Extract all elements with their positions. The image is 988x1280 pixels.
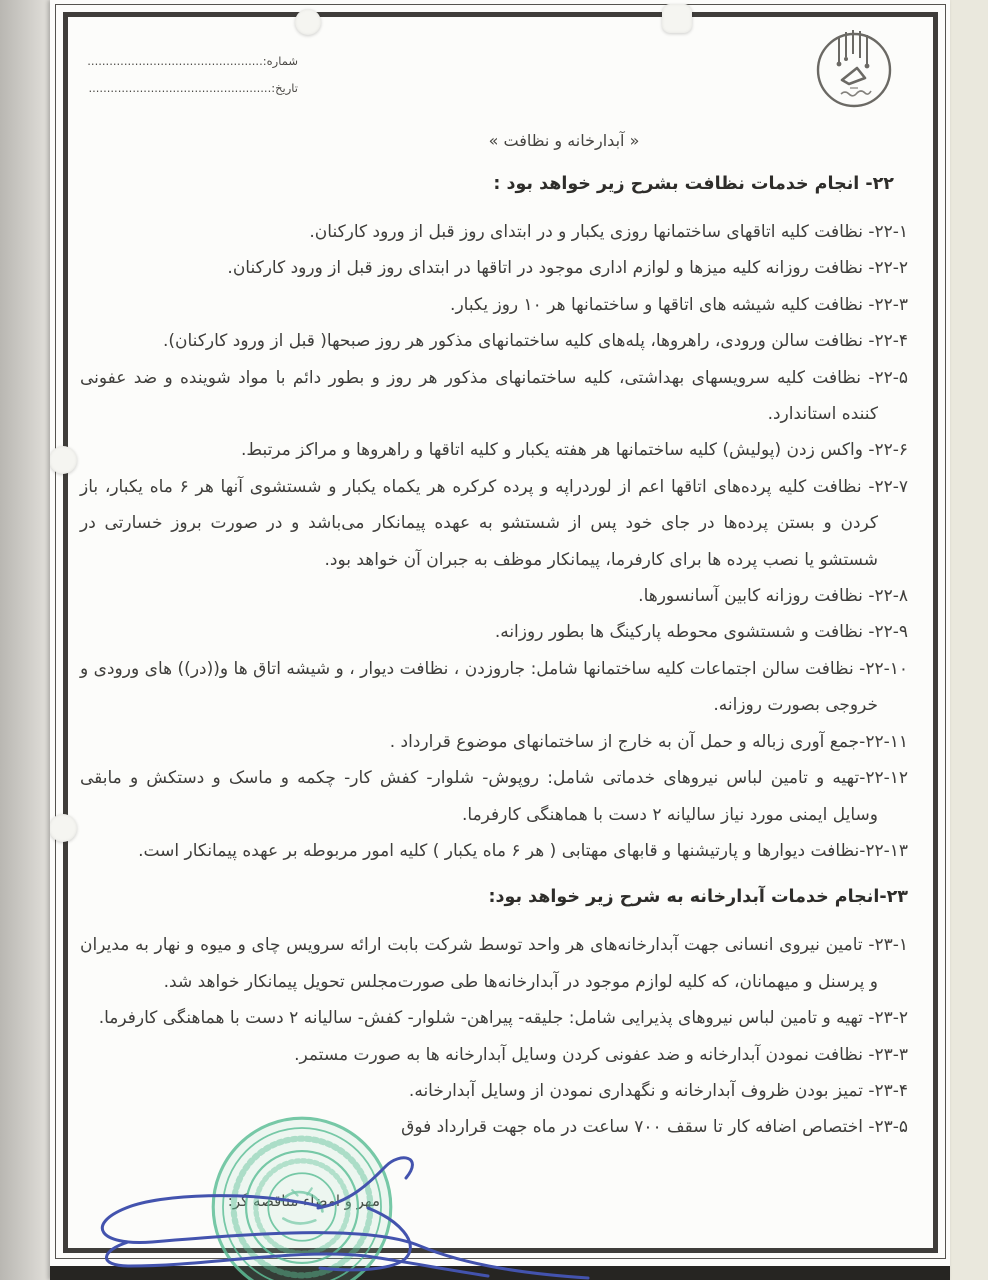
list-item: ۲۲-۷- نظافت کلیه پرده‌های اتاقها اعم از لوردراپه و پرده کرکره هر یکماه یکبار و شستشوی آنها هر ۶ ماه یکبار، باز کردن و بستن پرده‌ها در جای خود پس از شستشو به عهده پیمانکار می‌باشد و در صورت بروز خسارتی در شستشو یا نصب پرده ها برای کارفرما، پیمانکار موظف به جبران آن خواهد بود. [80, 476, 908, 570]
punch-hole [662, 4, 692, 33]
list-item: ۲۲-۱۱-جمع آوری زباله و حمل آن به خارج از ساختمانهای موضوع قرارداد . [389, 731, 908, 752]
list-item: ۲۲-۳- نظافت کلیه شیشه های اتاقها و ساختمانها هر ۱۰ روز یکبار. [450, 294, 908, 315]
punch-hole [50, 814, 77, 842]
list-item: ۲۲-۴- نظافت سالن ورودی، راهروها، پله‌های کلیه ساختمانهای مذکور هر روز صبحها( قبل از ورود کارکنان). [162, 331, 908, 352]
list-item: ۲۲-۱۰- نظافت سالن اجتماعات کلیه ساختمانها شامل: جاروزدن ، نظافت دیوار ، و شیشه اتاق ها و((در)) های ورودی و خروجی بصورت روزانه. [80, 658, 908, 716]
punch-hole [50, 446, 77, 474]
scan-edge-right [950, 0, 988, 1280]
list-item: ۲۲-۵- نظافت کلیه سرویسهای بهداشتی، کلیه ساختمانهای مذکور هر روز و بطور دائم با مواد شوینده و ضد عفونی کننده استاندارد. [80, 367, 908, 425]
document-page [50, 0, 950, 1280]
list-item: ۲۲-۶- واکس زدن (پولیش) کلیه ساختمانها هر هفته یکبار و کلیه اتاقها و راهروها و مراکز مرتبط. [241, 440, 908, 461]
form-header-fields [87, 48, 298, 102]
section-22-heading: ۲۲- انجام خدمات نظافت بشرح زیر خواهد بود : [493, 174, 894, 194]
list-item: ۲۳-۴- تمیز بودن ظروف آبدارخانه و نگهداری نمودن از وسایل آبدارخانه. [408, 1080, 908, 1101]
list-item: ۲۳-۵- اختصاص اضافه کار تا سقف ۷۰۰ ساعت در ماه جهت قرارداد فوق [401, 1117, 908, 1138]
list-item: ۲۲-۱- نظافت کلیه اتاقهای ساختمانها روزی یکبار و در ابتدای روز قبل از ورود کارکنان. [309, 222, 908, 242]
document-body [80, 126, 908, 1146]
list-item: ۲۳-۱- تامین نیروی انسانی جهت آبدارخانه‌های هر واحد توسط شرکت بابت ارائه سرویس چای و میوه و نهار به مدیران و پرسنل و میهمانان، که کلیه لوازم موجود در آبدارخانه‌ها طی صورت‌مجلس تحویل پیمانکار خواهد شد. [80, 935, 908, 992]
punch-hole [295, 9, 321, 35]
number-field-label: شماره:................................................ [87, 54, 298, 68]
scan-edge-left [0, 0, 50, 1280]
list-item: ۲۲-۱۳-نظافت دیوارها و پارتیشنها و قابهای مهتابی ( هر ۶ ماه یکبار ) کلیه امور مربوطه بر عهده پیمانکار است. [138, 840, 908, 861]
list-item: ۲۲-۱۲-تهیه و تامین لباس نیروهای خدماتی شامل: روپوش- شلوار- کفش کار- چکمه و ماسک و دستکش و مابقی وسایل ایمنی مورد نیاز سالیانه ۲ دست با هماهنگی کارفرما. [80, 768, 908, 825]
list-item: ۲۳-۳- نظافت نمودن آبدارخانه و ضد عفونی کردن وسایل آبدارخانه ها به صورت مستمر. [294, 1044, 908, 1065]
calligraphy-mark [842, 68, 865, 84]
section-22-items [80, 214, 908, 869]
list-item: ۲۲-۲- نظافت روزانه کلیه میزها و لوازم اداری موجود در اتاقها در ابتدای روز قبل از ورود کارکنان. [227, 258, 908, 279]
list-item: ۲۲-۸- نظافت روزانه کابین آسانسورها. [638, 586, 908, 607]
handwritten-signature [68, 1150, 608, 1280]
date-field-label: تاریخ:.................................................. [88, 81, 298, 95]
page-title: « آبدارخانه و نظافت » [488, 131, 640, 150]
section-23-heading: ۲۳-انجام خدمات آبدارخانه به شرح زیر خواهد بود: [488, 887, 908, 908]
seal-text-squiggle [841, 91, 871, 96]
organization-seal-icon [808, 24, 900, 116]
list-item: ۲۲-۹- نظافت و شستشوی محوطه پارکینگ ها بطور روزانه. [494, 622, 908, 643]
list-item: ۲۳-۲- تهیه و تامین لباس نیروهای پذیرایی شامل: جلیقه- پیراهن- شلوار- کفش- سالیانه ۲ دست با هماهنگی کارفرما. [98, 1008, 908, 1029]
